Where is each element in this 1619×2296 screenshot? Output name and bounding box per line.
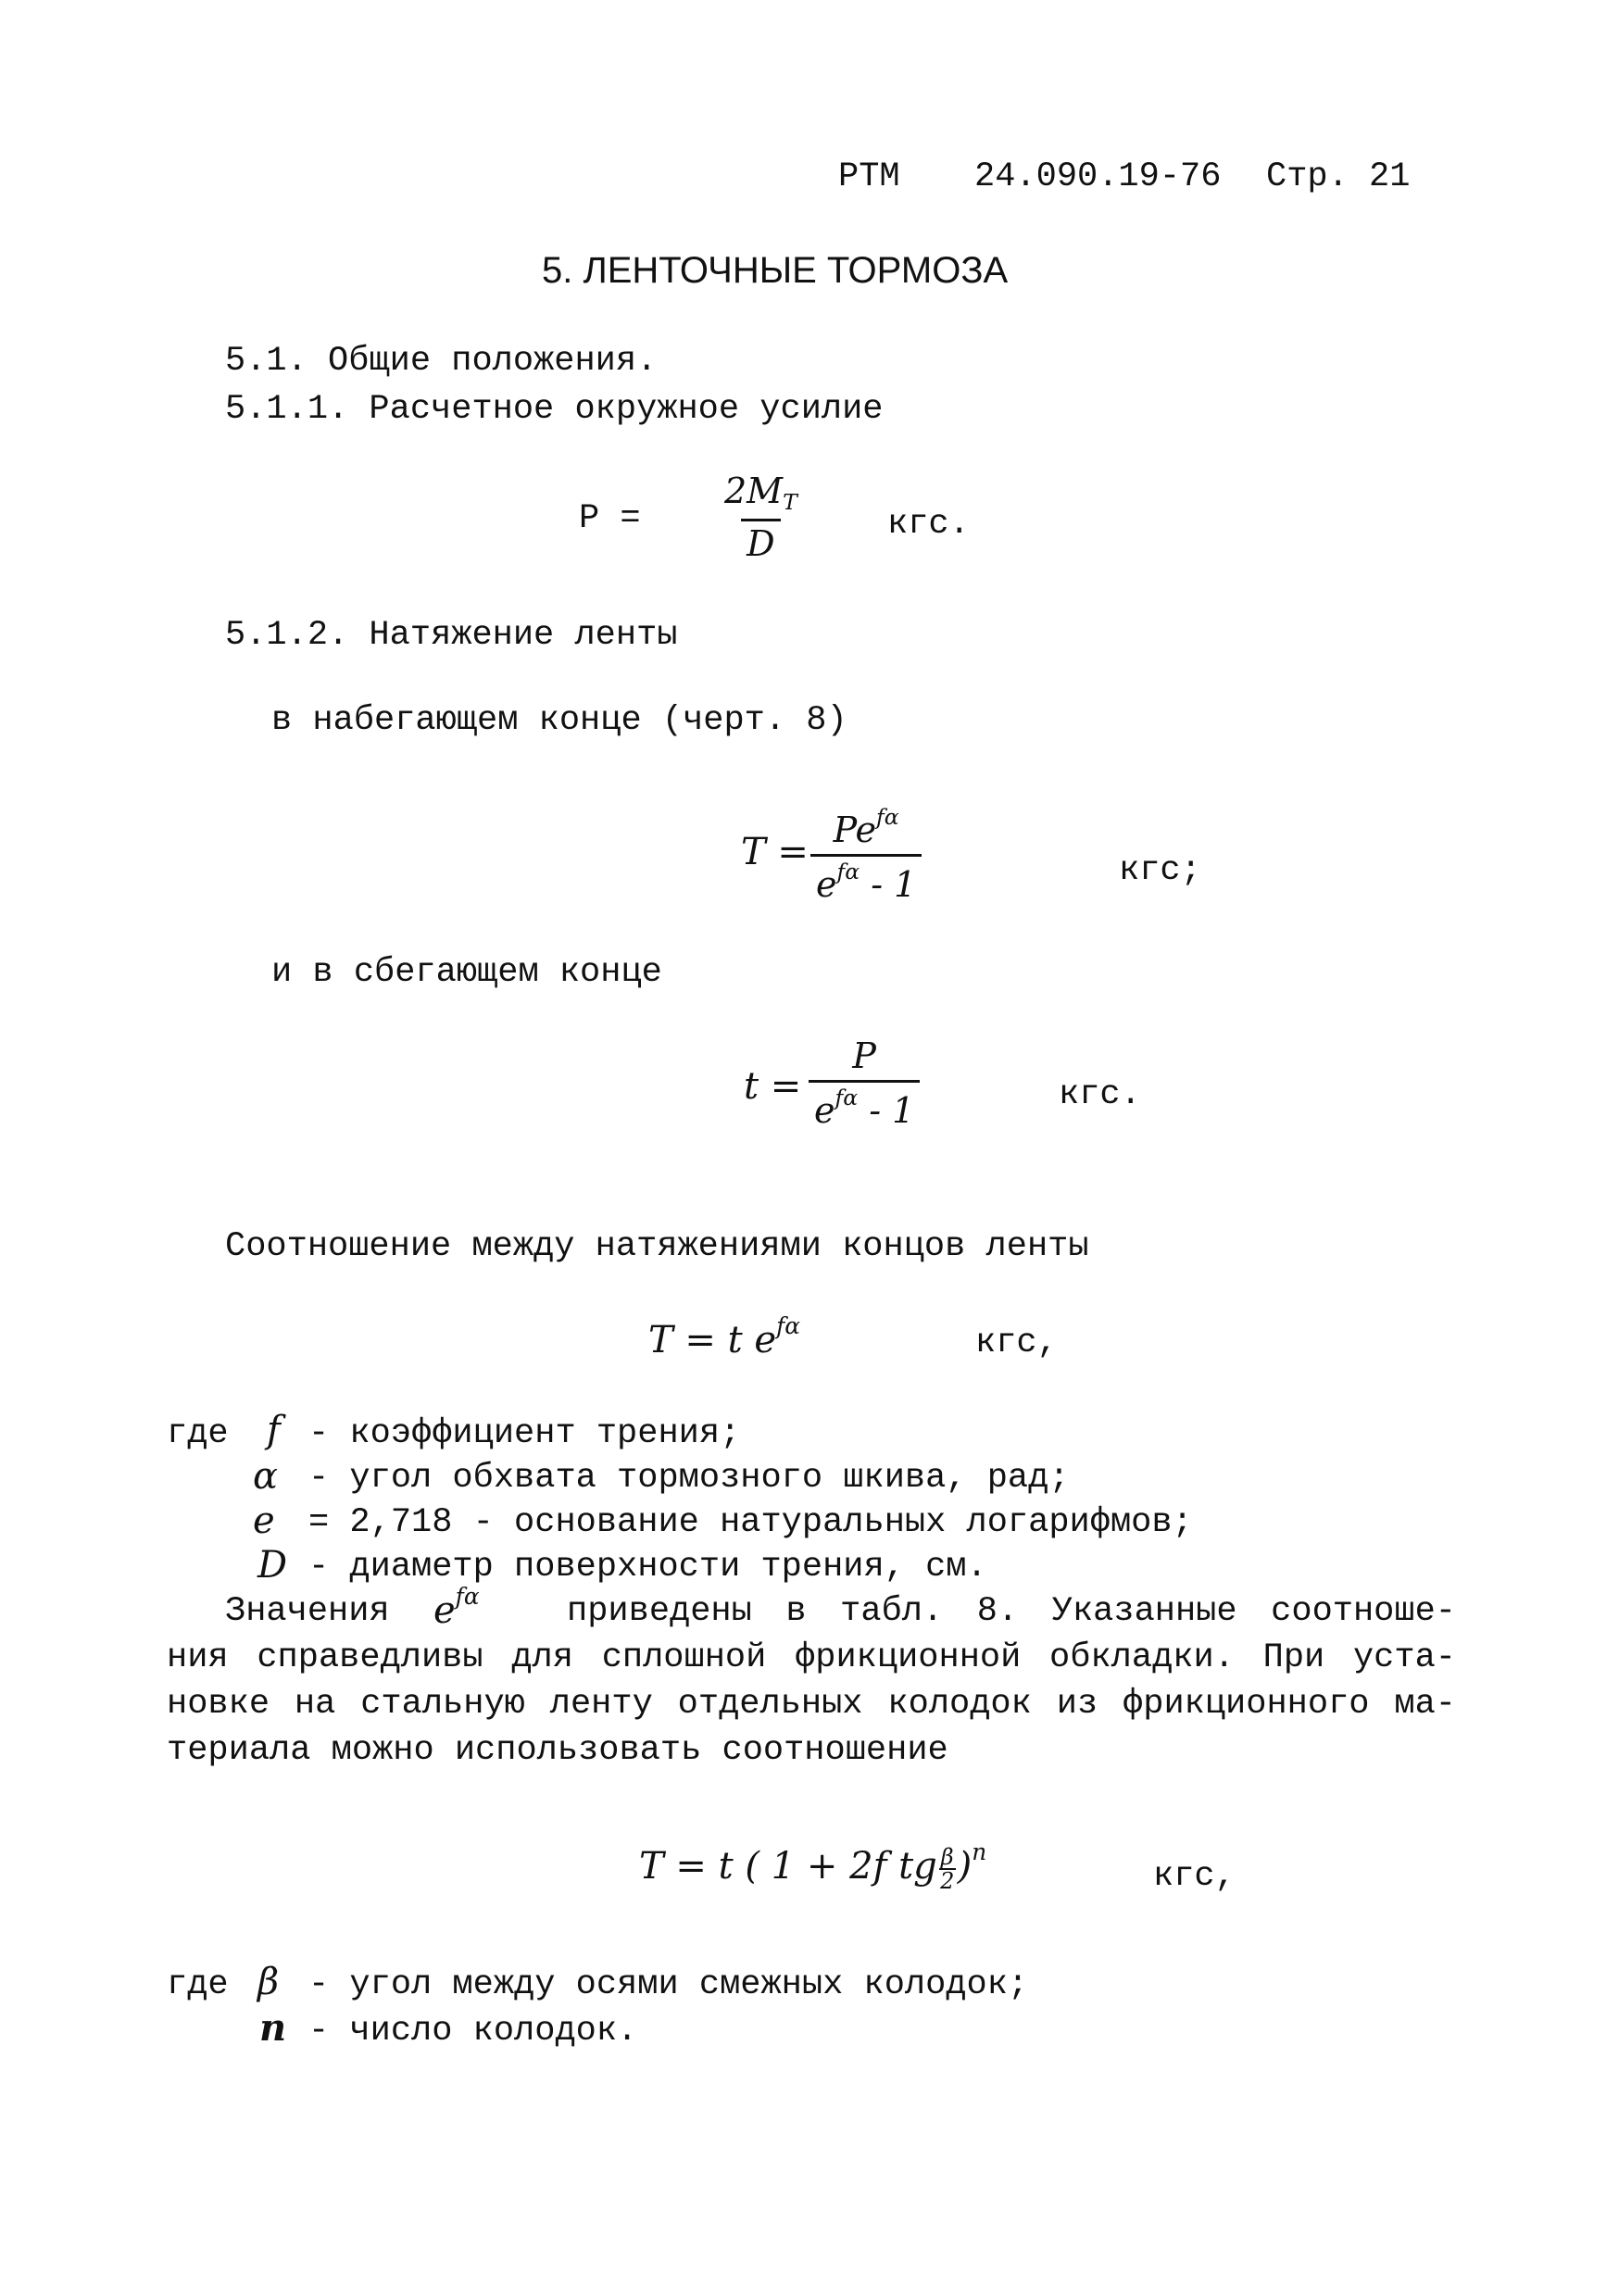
where1-text-e: = 2,718 - основание натуральных логарифмов; (308, 1503, 1193, 1542)
eq1-denominator: D (741, 519, 780, 564)
header-page-number: Стр. 21 (1266, 157, 1411, 196)
ratio-intro: Соотношение между натяжениями концов ленты (225, 1227, 1089, 1266)
where1-text-d: - диаметр поверхности трения, см. (308, 1548, 987, 1587)
eq4-formula: T = t $e^{f\alpha}$ (648, 1312, 801, 1361)
eq1-fraction (719, 472, 803, 564)
heading-5-1-2: 5.1.2. Натяжение ленты (225, 616, 678, 655)
para-line-2: ния справедливы для сплошной фрикционной обкладки. При уста- (167, 1638, 1456, 1677)
where1-sym-alpha: α (253, 1455, 279, 1498)
eq3-denominator: $e^{f\alpha} - 1$ (809, 1080, 920, 1131)
section-title: 5. ЛЕНТОЧНЫЕ ТОРМОЗА (542, 250, 1009, 291)
eq3-unit: кгс. (1059, 1075, 1141, 1114)
where1-text-alpha: - угол обхвата тормозного шкива, рад; (308, 1459, 1070, 1498)
where2-text-beta: - угол между осями смежных колодок; (308, 1965, 1029, 2004)
eq5-half-angle: $\frac{\beta}{2}$ (940, 1843, 955, 1894)
eq5-formula: T = t ( 1 + 2f tg $\frac{\beta}{2}$ )$^n$ (639, 1838, 987, 1894)
eq1-numerator: $2M_T$ (724, 470, 797, 516)
para-line-4: териала можно использовать соотношение (167, 1731, 948, 1770)
where2-sym-beta: β (257, 1961, 280, 2003)
running-end-intro: в набегающем конце (черт. 8) (271, 701, 847, 740)
where1-lead: где (167, 1414, 229, 1453)
slack-end-intro: и в сбегающем конце (271, 953, 662, 992)
para-line-3: новке на стальную ленту отдельных колодок из фрикционного ма- (167, 1685, 1456, 1724)
heading-5-1: 5.1. Общие положения. (225, 342, 658, 381)
where2-text-n: - число колодок. (308, 2012, 638, 2051)
eq2-lhs: T = (741, 831, 809, 873)
para-line-1-symbol: $e^{f\alpha}$ (433, 1583, 480, 1632)
eq2-unit: кгс; (1119, 851, 1201, 890)
para-line-1-end: приведены в табл. 8. Указанные соотноше- (567, 1592, 1456, 1631)
where1-sym-e: e (253, 1499, 275, 1542)
header-doc-number: 24.090.19-76 (974, 157, 1222, 196)
where2-sym-n: n (259, 2006, 287, 2050)
where1-text-f: - коэффициент трения; (308, 1414, 741, 1453)
eq2-fraction (810, 806, 922, 904)
eq2-numerator: $Pe^{f\alpha}$ (833, 804, 899, 850)
eq3-lhs: t = (744, 1065, 802, 1108)
eq3-fraction (809, 1037, 920, 1130)
where1-sym-f: f (267, 1409, 281, 1451)
heading-5-1-1: 5.1.1. Расчетное окружное усилие (225, 390, 884, 429)
eq1-lhs: P = (579, 499, 641, 538)
eq3-numerator: P (852, 1035, 876, 1076)
where2-lead: где (167, 1965, 229, 2004)
eq4-unit: кгс, (975, 1324, 1058, 1362)
where1-sym-d: D (257, 1544, 288, 1587)
eq5-unit: кгс, (1153, 1857, 1236, 1896)
para-line-1-start: Значения (225, 1592, 390, 1631)
eq2-denominator: $e^{f\alpha} - 1$ (810, 854, 922, 905)
header-code: РТМ (838, 157, 900, 196)
eq1-unit: кгс. (887, 505, 970, 544)
